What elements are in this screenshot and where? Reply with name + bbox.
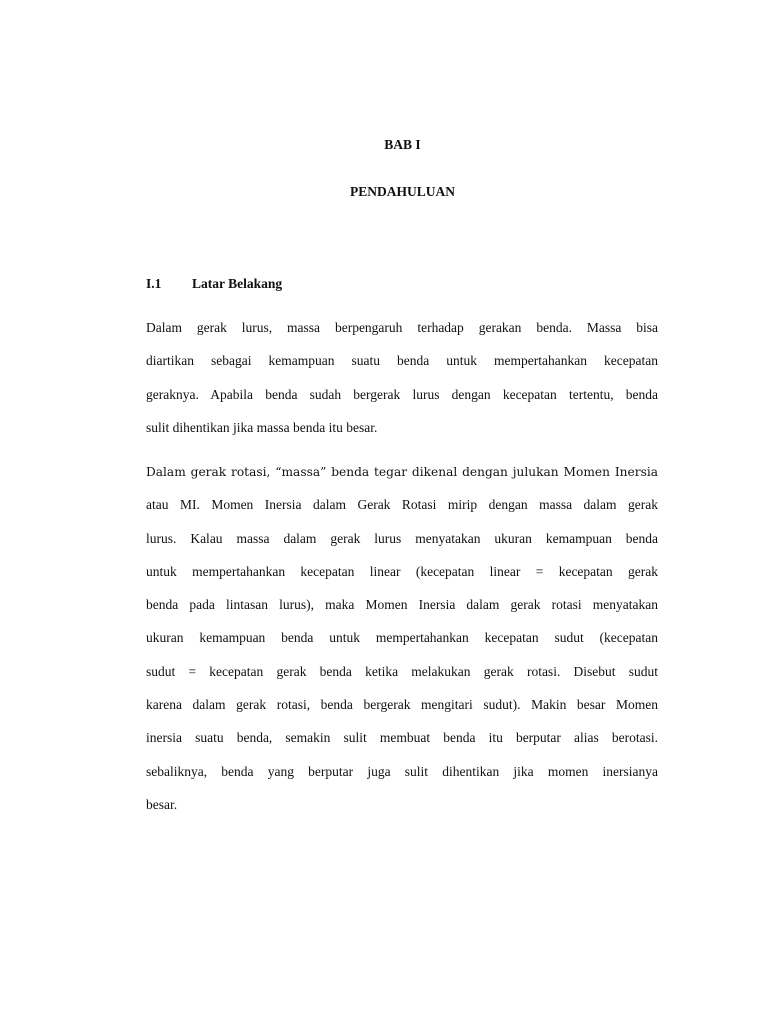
paragraph-line: inersia suatu benda, semakin sulit membuat benda itu berputar alias berotasi. bbox=[146, 730, 658, 746]
paragraph-line: untuk mempertahankan kecepatan linear (kecepatan linear = kecepatan gerak bbox=[146, 563, 658, 579]
paragraph-1 bbox=[146, 320, 658, 453]
paragraph-line: besar. bbox=[146, 796, 178, 812]
paragraph-line: Dalam gerak rotasi, “massa” benda tegar dikenal dengan julukan Momen Inersia bbox=[146, 465, 658, 479]
chapter-label: BAB I bbox=[384, 137, 421, 152]
paragraph-line: sudut = kecepatan gerak benda ketika melakukan gerak rotasi. Disebut sudut bbox=[146, 663, 658, 679]
paragraph-line: diartikan sebagai kemampuan suatu benda untuk mempertahankan kecepatan bbox=[146, 353, 658, 369]
paragraph-line: sebaliknya, benda yang berputar juga sulit dihentikan jika momen inersianya bbox=[146, 763, 658, 779]
paragraph-line: sulit dihentikan jika massa benda itu besar. bbox=[146, 419, 378, 435]
section-number: I.1 bbox=[146, 276, 162, 291]
paragraph-2 bbox=[146, 464, 658, 830]
paragraph-line: atau MI. Momen Inersia dalam Gerak Rotasi mirip dengan massa dalam gerak bbox=[146, 497, 658, 513]
paragraph-line: geraknya. Apabila benda sudah bergerak lurus dengan kecepatan tertentu, benda bbox=[146, 386, 658, 402]
paragraph-line: ukuran kemampuan benda untuk mempertahankan kecepatan sudut (kecepatan bbox=[146, 630, 658, 646]
section-title: Latar Belakang bbox=[192, 276, 283, 291]
paragraph-line: karena dalam gerak rotasi, benda bergerak mengitari sudut). Makin besar Momen bbox=[146, 697, 658, 713]
paragraph-line: benda pada lintasan lurus), maka Momen Inersia dalam gerak rotasi menyatakan bbox=[146, 597, 658, 613]
paragraph-line: lurus. Kalau massa dalam gerak lurus menyatakan ukuran kemampuan benda bbox=[146, 530, 658, 546]
section-heading bbox=[146, 276, 282, 292]
paragraph-line: Dalam gerak lurus, massa berpengaruh terhadap gerakan benda. Massa bisa bbox=[146, 320, 658, 335]
chapter-title: PENDAHULUAN bbox=[349, 184, 455, 199]
